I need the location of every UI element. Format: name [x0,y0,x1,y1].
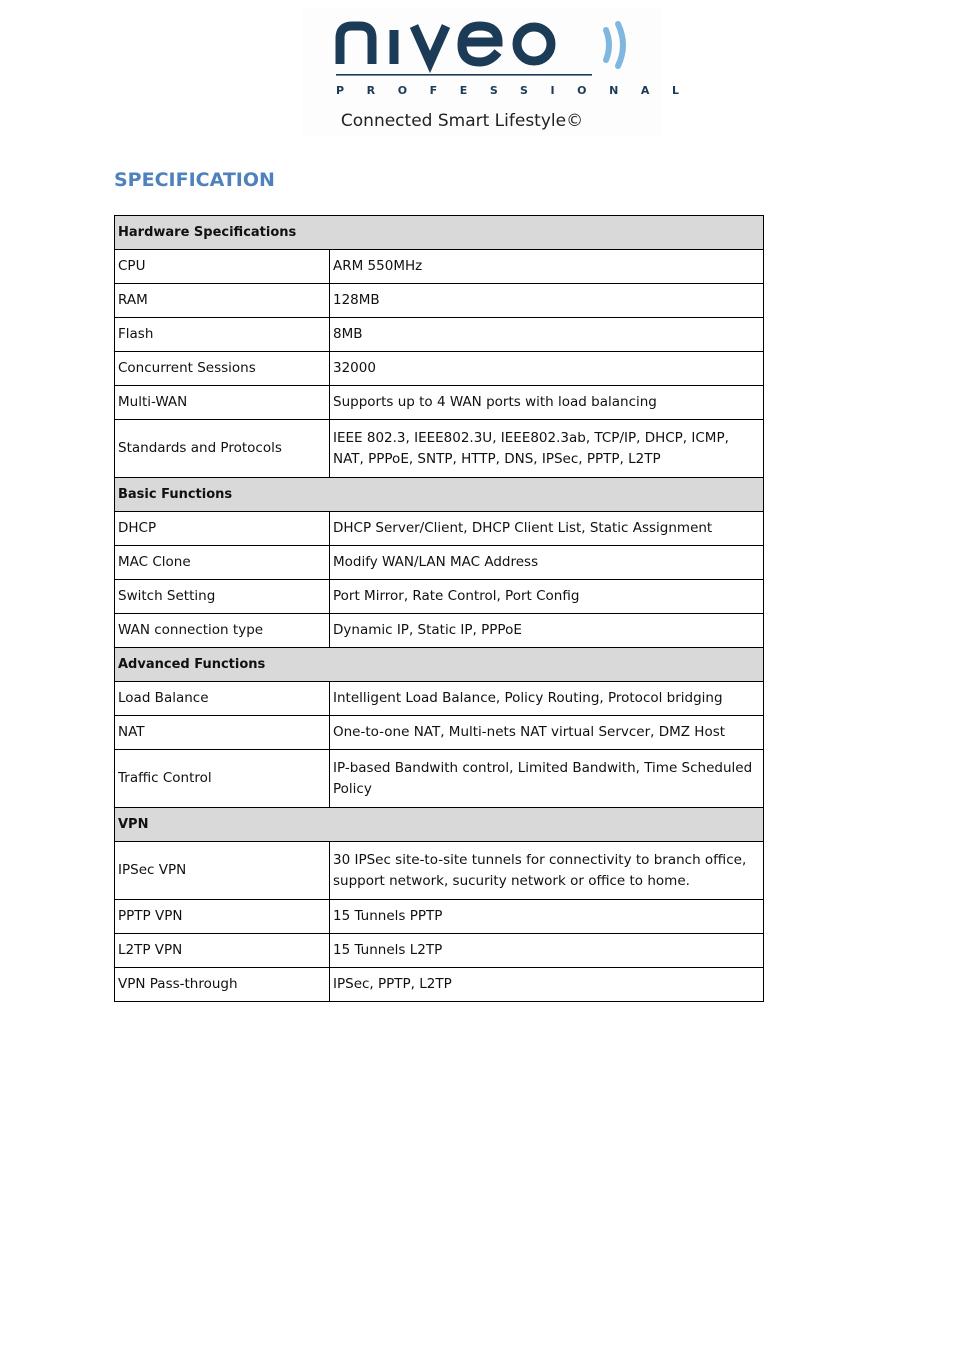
spec-key: DHCP [115,512,330,546]
spec-value: DHCP Server/Client, DHCP Client List, Static Assignment [330,512,764,546]
spec-value: Dynamic IP, Static IP, PPPoE [330,614,764,648]
table-row [115,546,764,580]
spec-value: 32000 [330,352,764,386]
table-row [115,934,764,968]
section-header-row [115,216,764,250]
spec-value: Intelligent Load Balance, Policy Routing, Protocol bridging [330,682,764,716]
spec-value: Port Mirror, Rate Control, Port Config [330,580,764,614]
logo-subbrand: PROFESSIONAL [336,84,702,97]
table-row [115,512,764,546]
spec-value: One-to-one NAT, Multi-nets NAT virtual Servcer, DMZ Host [330,716,764,750]
spec-key: Traffic Control [115,750,330,808]
spec-value: ARM 550MHz [330,250,764,284]
spec-value: Modify WAN/LAN MAC Address [330,546,764,580]
logo-tagline: Connected Smart Lifestyle© [340,111,584,131]
spec-key: Load Balance [115,682,330,716]
spec-key: CPU [115,250,330,284]
spec-key: RAM [115,284,330,318]
table-row [115,750,764,808]
section-header-row [115,478,764,512]
page-title: SPECIFICATION [114,169,275,191]
spec-value: 30 IPSec site-to-site tunnels for connectivity to branch office, support network, sucurity network or office to home. [330,842,764,900]
section-header-row [115,648,764,682]
table-row [115,968,764,1002]
spec-value: 8MB [330,318,764,352]
spec-key: Switch Setting [115,580,330,614]
table-row [115,614,764,648]
spec-key: Flash [115,318,330,352]
table-row [115,580,764,614]
section-title: Basic Functions [115,478,764,512]
spec-key: VPN Pass-through [115,968,330,1002]
spec-key: PPTP VPN [115,900,330,934]
table-row [115,900,764,934]
table-row [115,420,764,478]
spec-value: 128MB [330,284,764,318]
table-row [115,682,764,716]
spec-value: 15 Tunnels L2TP [330,934,764,968]
spec-value: Supports up to 4 WAN ports with load balancing [330,386,764,420]
table-row [115,842,764,900]
brand-logo [302,8,702,136]
section-title: Advanced Functions [115,648,764,682]
spec-key: Standards and Protocols [115,420,330,478]
table-row [115,352,764,386]
table-row [115,318,764,352]
spec-key: MAC Clone [115,546,330,580]
spec-key: NAT [115,716,330,750]
spec-value: 15 Tunnels PPTP [330,900,764,934]
section-title: Hardware Specifications [115,216,764,250]
table-row [115,716,764,750]
section-title: VPN [115,808,764,842]
spec-key: IPSec VPN [115,842,330,900]
table-row [115,386,764,420]
specification-table [114,215,764,1002]
spec-value: IP-based Bandwith control, Limited Bandwith, Time Scheduled Policy [330,750,764,808]
spec-key: Concurrent Sessions [115,352,330,386]
section-header-row [115,808,764,842]
spec-value: IPSec, PPTP, L2TP [330,968,764,1002]
spec-key: L2TP VPN [115,934,330,968]
table-row [115,250,764,284]
spec-key: Multi-WAN [115,386,330,420]
spec-key: WAN connection type [115,614,330,648]
table-row [115,284,764,318]
spec-value: IEEE 802.3, IEEE802.3U, IEEE802.3ab, TCP/IP, DHCP, ICMP, NAT, PPPoE, SNTP, HTTP, DNS, IPSec, PPTP, L2TP [330,420,764,478]
